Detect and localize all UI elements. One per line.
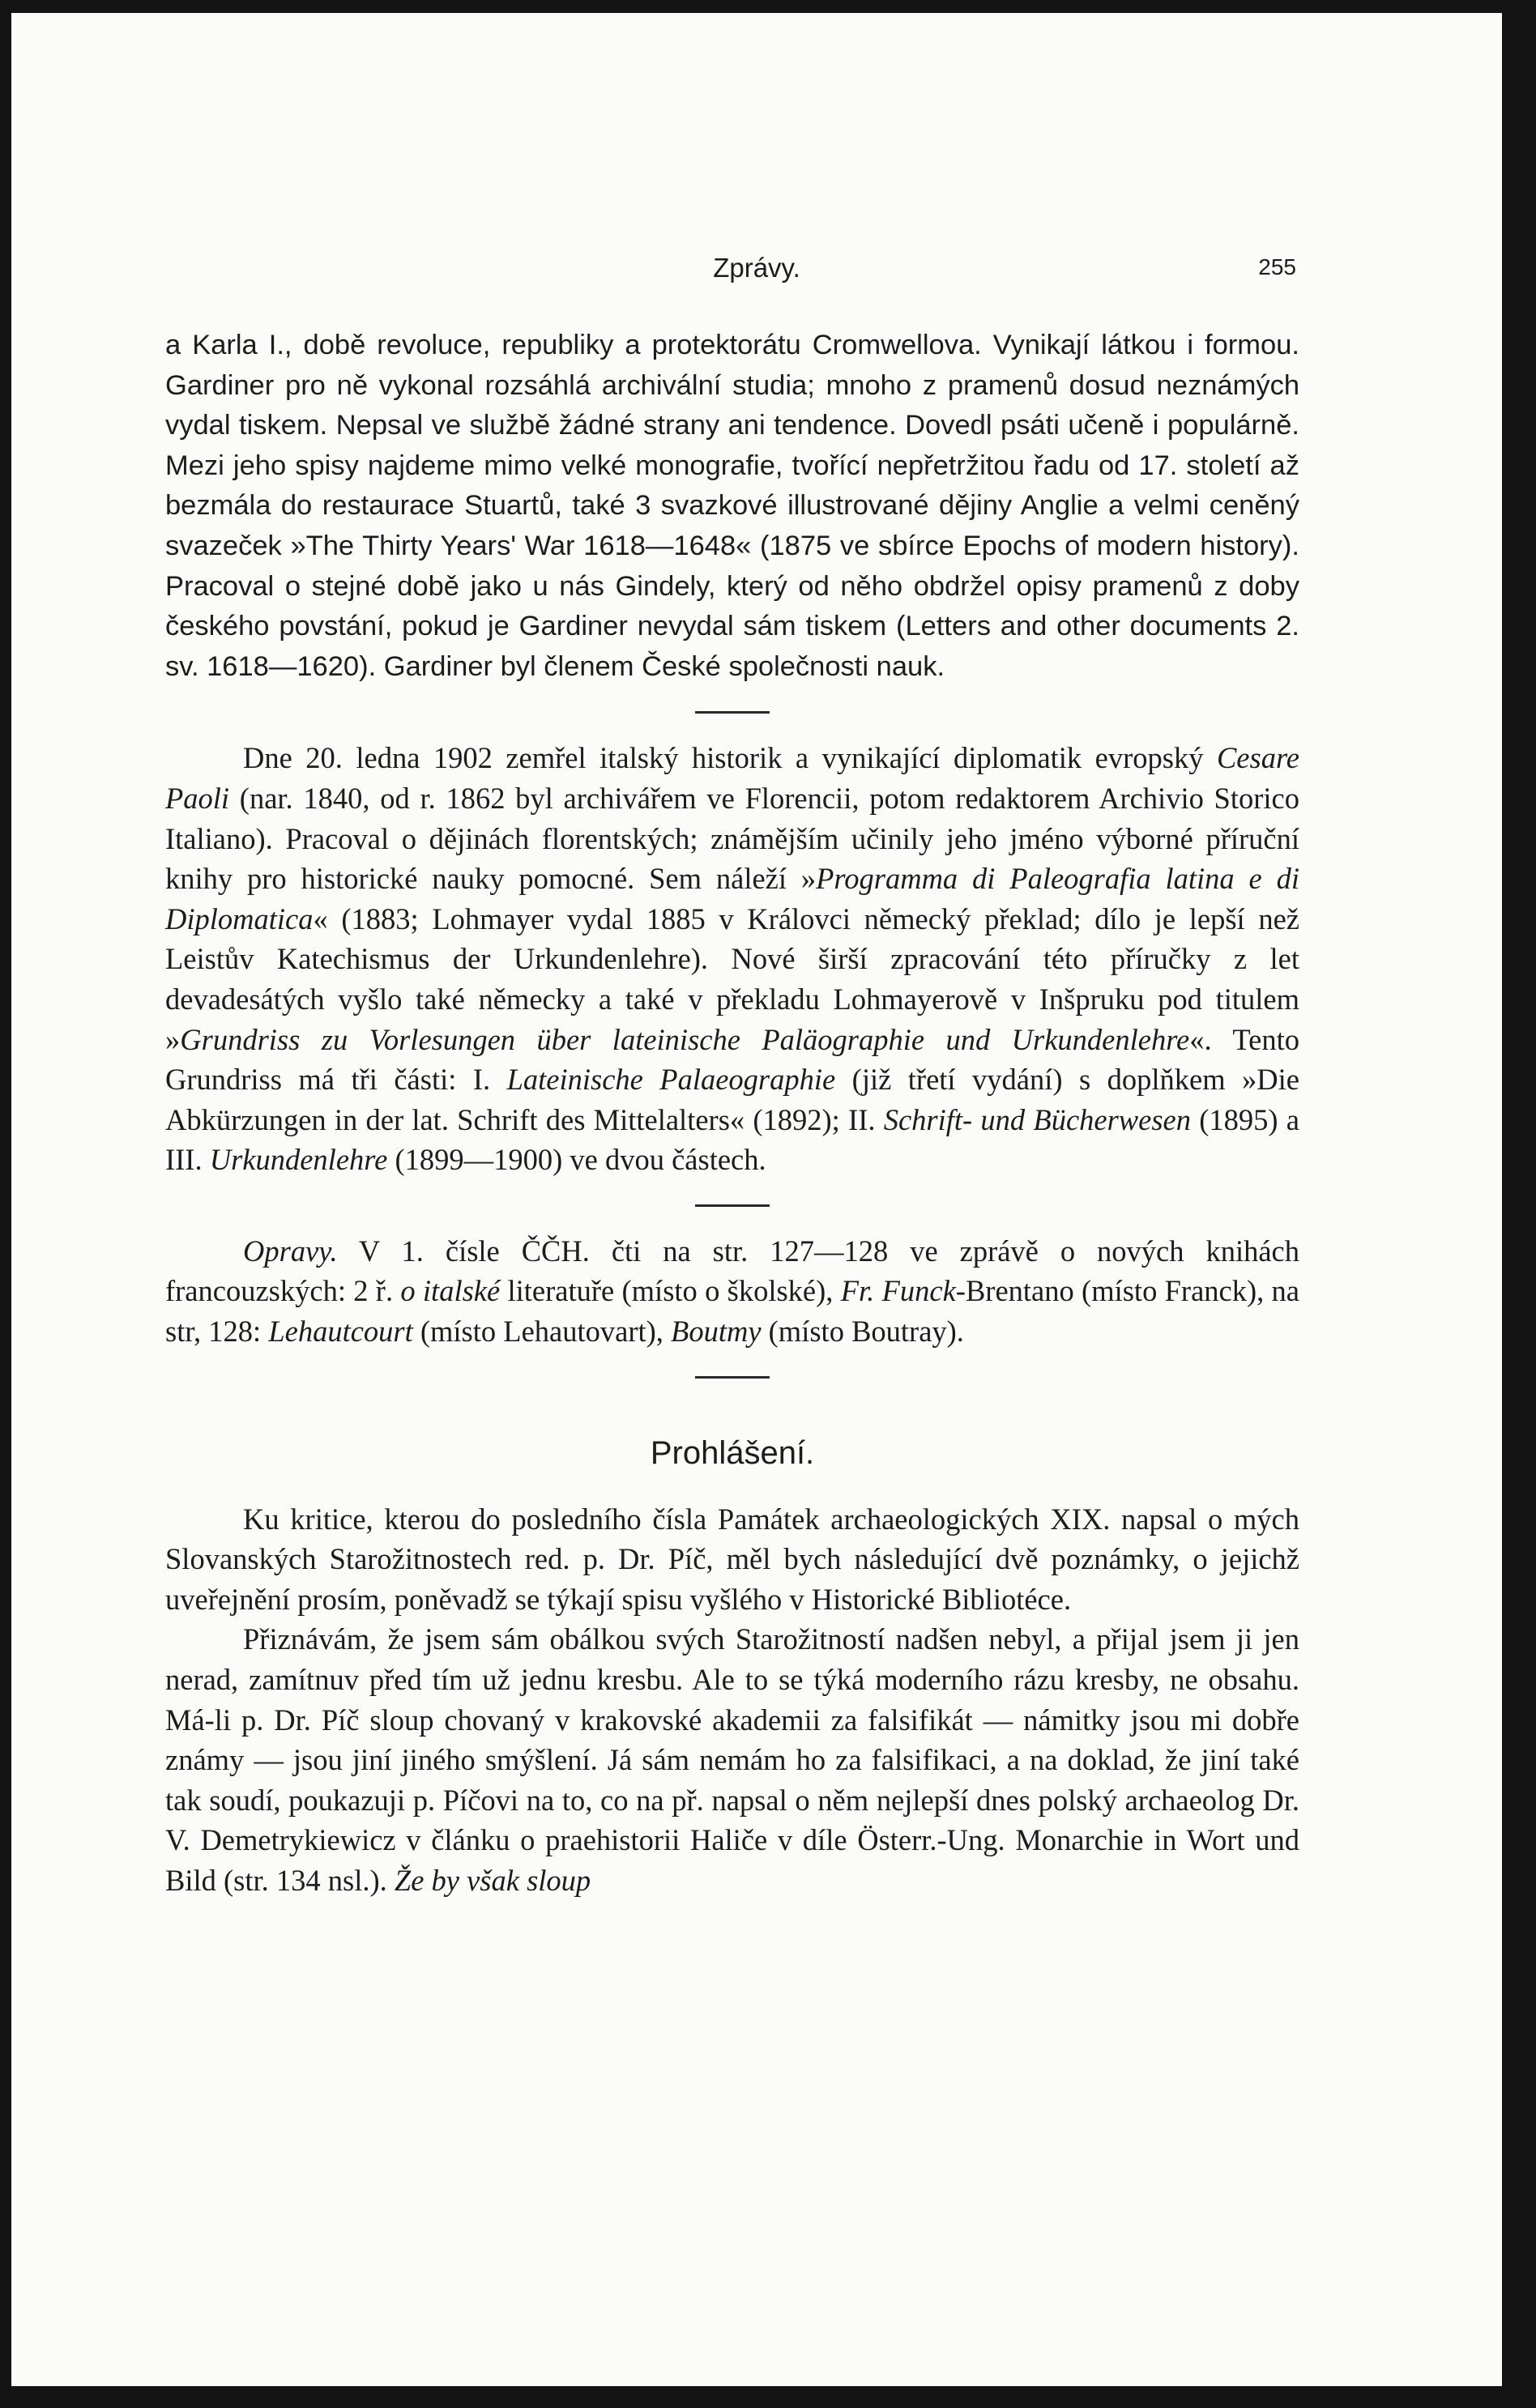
gardiner-paragraph: a Karla I., době revoluce, republiky a protektorátu Cromwellova. Vynikají látkou i formou. Gardiner pro ně vykonal rozsáhlá archivální studia; mnoho z pramenů dosud neznámých vydal tiskem. Nepsal ve službě žádné strany ani tendence. Dovedl psáti učeně i populárně. Mezi jeho spisy najdeme mimo velké monografie, tvořící nepřetržitou řadu od 17. století až bezmála do restaurace Stuartů, také 3 svazkové illustrované dějiny Anglie a velmi ceněný svazeček »The Thirty Years' War 1618—1648« (1875 ve sbírce Epochs of modern history). Pracoval o stejné době jako u nás Gindely, který od něho obdržel opisy pramenů z doby českého povstání, pokud je Gardiner nevydal sám tiskem (Letters and other documents 2. sv. 1618—1620). Gardiner byl členem České společnosti nauk. — [165, 330, 1299, 682]
text-run: (1895) a III. — [165, 1102, 1299, 1177]
italic-run: Boutmy — [671, 1315, 762, 1349]
text-run: (1899—1900) ve dvou částech. — [387, 1143, 766, 1177]
italic-run: o italské — [400, 1274, 501, 1308]
italic-run: Programma di Paleografia latina e di Diplomatica — [165, 862, 1299, 935]
text-run: (nar. 1840, od r. 1862 byl archivářem ve Florencii, potom redaktorem Archivio Storico Italiano). Pracoval o dějinách florentských; známějším učinily jeho jméno výborné příruční knihy pro historické nauky pomocné. Sem náleží » — [165, 781, 1299, 896]
italic-run: Grundriss zu Vorlesungen über lateinische Paläographie und Urkundenlehre — [180, 1022, 1190, 1056]
text-run: -Brentano (místo Franck), na str, 128: — [165, 1274, 1299, 1349]
italic-run: Lehautcourt — [268, 1315, 413, 1349]
running-title: Zprávy. — [713, 253, 800, 283]
section-divider — [695, 1204, 770, 1207]
italic-run: Schrift- und Bücherwesen — [883, 1102, 1192, 1136]
text-run: « (1883; Lohmayer vydal 1885 v Královci německý překlad; dílo je lepší než Leistův Katechismus der Urkundenlehre). Nové širší zpracování této příručky z let devadesátých vyšlo také německy a také v překladu Lohmayerově v Inšpruku pod titulem » — [165, 901, 1299, 1056]
text-run: «. Tento Grundriss má tři části: I. — [165, 1022, 1299, 1097]
text-run: (místo Boutray). — [761, 1315, 964, 1349]
text-run: V 1. čísle ČČH. čti na str. 127—128 ve zprávě o nových knihách francouzských: 2 ř. — [165, 1234, 1299, 1308]
section-divider — [695, 711, 770, 714]
page-number: 255 — [1258, 254, 1296, 279]
italic-run: Opravy. — [243, 1234, 338, 1268]
text-run: (místo Lehautovart), — [412, 1315, 672, 1349]
italic-run: Cesare Paoli — [165, 741, 1299, 815]
italic-run: Že by však sloup — [394, 1864, 591, 1897]
text-run: literatuře (místo o školské), — [500, 1274, 841, 1308]
italic-run: Urkundenlehre — [209, 1143, 388, 1177]
text-run: Dne 20. ledna 1902 zemřel italský historik a vynikající diplomatik evropský — [243, 741, 1217, 775]
declaration-paragraph-2 — [165, 1619, 1299, 1900]
italic-run: Lateinische Palaeographie — [506, 1063, 836, 1097]
text-run: Přiznávám, že jsem sám obálkou svých Starožitností nadšen nebyl, a přijal jsem ji jen nerad, zamítnuv před tím už jednu kresbu. Ale to se týká moderního rázu kresby, ne obsahu. Má-li p. Dr. Píč sloup chovaný v krakovské akademii za falsifikát — námitky jsou mi dobře známy — jsou jiní jiného smýšlení. Já sám nemám ho za falsifikaci, a na doklad, že jiní také tak soudí, poukazuji p. Píčovi na to, co na př. napsal o něm nejlepší dnes polský archaeolog Dr. V. Demetrykiewicz v článku o praehistorii Haliče v díle Österr.-Ung. Monarchie in Wort und Bild (str. 134 nsl.). — [165, 1622, 1299, 1897]
document-page — [11, 13, 1502, 2386]
section-heading: Prohlášení. — [650, 1434, 815, 1471]
page-body — [165, 326, 1299, 1901]
declaration-paragraph-1: Ku kritice, kterou do posledního čísla Památek archaeologických XIX. napsal o mých Slovanských Starožitnostech red. p. Dr. Píč, měl bych následující dvě poznámky, o jejichž uveřejnění prosím, poněvadž se týkají spisu vyšlého v Historické Bibliotéce. — [165, 1502, 1299, 1616]
page-header — [11, 253, 1502, 293]
section-divider — [695, 1376, 770, 1379]
errata-paragraph — [165, 1231, 1299, 1352]
italic-run: Fr. Funck — [840, 1274, 956, 1308]
text-run: (již třetí vydání) s doplňkem »Die Abkürzungen in der lat. Schrift des Mittelalters« (1892); II. — [165, 1063, 1299, 1136]
paoli-paragraph — [165, 738, 1299, 1180]
